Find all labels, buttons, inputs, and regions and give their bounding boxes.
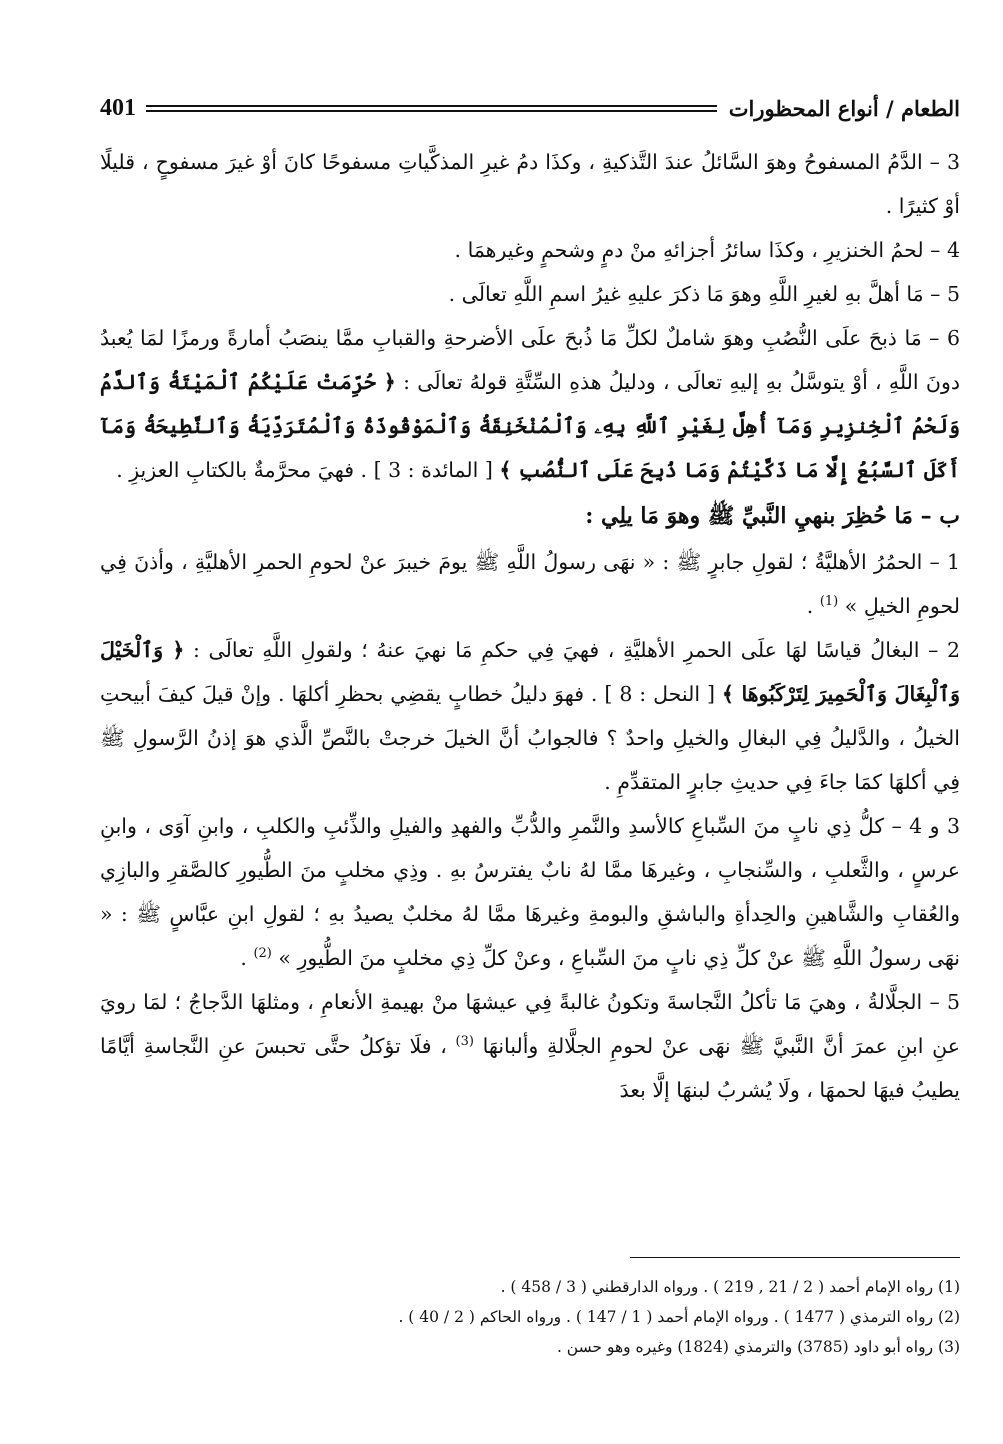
footnote-ref-1[interactable]: (1) bbox=[819, 594, 839, 610]
footnotes bbox=[100, 1272, 960, 1362]
book-page bbox=[100, 88, 960, 1388]
footnote-1: (1) رواه الإمام أحمد ( 2 / 21 , 219 ) . ورواه الدارقطني ( 3 / 458 ) . bbox=[500, 1278, 960, 1296]
footnote-separator bbox=[630, 1257, 960, 1258]
running-title: الطعام / أنواع المحظورات bbox=[728, 95, 960, 121]
paragraph-pork: 4 – لحمُ الخنزيرِ ، وكذَا سائرُ أجزائهِ منْ دمٍ وشحمٍ وغيرهمَا . bbox=[454, 238, 960, 262]
section-heading: ب – مَا حُظِرَ بنهيِ النَّبيِّ ﷺ وهوَ مَا يلِي : bbox=[585, 503, 960, 529]
paragraph-donkeys-end: . bbox=[806, 594, 814, 618]
paragraph-donkeys-text: 1 – الحمُرُ الأهليَّةُ ؛ لقولِ جابرٍ ﷺ : « نهَى رسولُ اللَّهِ ﷺ يومَ خيبرَ عنْ لحومِ الحمرِ الأهليَّةِ ، وأذنَ فِي لحومِ الخيلِ » bbox=[100, 550, 960, 618]
paragraph-jallala-rest: ، فلَا تؤكلُ حتَّى تحبسَ عنِ النَّجاسةِ أيَّامًا يطيبُ فيهَا لحمهَا ، ولَا يُشربُ لبنهَا إلَّا بعدَ bbox=[100, 1034, 960, 1102]
main-text bbox=[100, 140, 960, 1112]
footnote-2: (2) رواه الترمذي ( 1477 ) . ورواه الإمام أحمد ( 1 / 147 ) . ورواه الحاكم ( 2 / 40 ) . bbox=[398, 1308, 960, 1326]
paragraph-altars bbox=[100, 316, 960, 492]
paragraph-other-than-god: 5 – مَا أهلَّ بهِ لغيرِ اللَّهِ وهوَ مَا ذكرَ عليهِ غيرُ اسمِ اللَّهِ تعالَى . bbox=[448, 282, 960, 306]
paragraph-predators-end: . bbox=[240, 946, 247, 970]
page-number: 401 bbox=[100, 94, 136, 121]
paragraph-jallala-text: 5 – الجلَّالةُ ، وهيَ مَا تأكلُ النَّجاسةَ وتكونُ غالبةً فِي عيشهَا منْ بهيمةِ الأنعامِ ، ومثلهَا الدَّجاجُ ؛ لمَا رويَ عنِ ابنِ عمرَ أنَّ النَّبيَّ ﷺ نهَى عنْ لحومِ الجلَّالةِ وألبانهَا bbox=[100, 990, 960, 1058]
quran-verse-nahl: ﴿ وَٱلْخَيْلَ وَٱلْبِغَالَ وَٱلْحَمِيرَ لِتَرْكَبُوهَا ﴾ bbox=[100, 638, 961, 706]
paragraph-altars-citation: [ المائدة : 3 ] . فهيَ محرَّمةٌ بالكتابِ العزيزِ . bbox=[116, 458, 493, 482]
paragraph-predators-text: 3 و 4 – كلُّ ذِي نابٍ منَ السِّباعِ كالأسدِ والنَّمرِ والدُّبِّ والفهدِ والفيلِ والذِّئبِ والكلبِ ، وابنِ آوَى ، وابنِ عرسٍ ، والثَّعلبِ ، والسِّنجابِ ، وغيرهَا ممَّا لهُ نابٌ يفترسُ بهِ . وذِي مخلبٍ منَ الطُّيورِ كالصَّقرِ والبازِي والعُقابِ والشَّاهينِ والحِدأةِ والباشقِ والبومةِ وغيرهَا ممَّا لهُ مخلبٌ يصيدُ بهِ ؛ لقولِ ابنِ عبَّاسٍ ﷺ : « نهَى رسولُ اللَّهِ ﷺ عنْ كلِّ ذِي نابٍ منَ السِّباعِ ، وعنْ كلِّ ذِي مخلبٍ منَ الطُّيورِ » bbox=[100, 814, 960, 970]
paragraph-mules-text: 2 – البغالُ قياسًا لهَا علَى الحمرِ الأهليَّةِ ، فهيَ فِي حكمِ مَا نهيَ عنهُ ؛ ولقولِ اللَّهِ تعالَى : bbox=[192, 638, 960, 662]
quran-verse-maidah: ﴿ حُرِّمَتْ عَلَيْكُمُ ٱلْمَيْتَةُ وَٱلدَّمُ وَلَحْمُ ٱلْخِنزِيرِ وَمَآ أُهِلَّ لِغَيْرِ ٱللَّهِ بِهِۦ وَٱلْمُنْخَنِقَةُ وَٱلْمَوْقُوذَةُ وَٱلْمُتَرَدِّيَةُ وَٱلنَّطِيحَةُ وَمَآ أَكَلَ ٱلسَّبُعُ إِلَّا مَا ذَكَّيْتُمْ وَمَا ذُبِحَ عَلَى ٱلنُّصُبِ ﴾ bbox=[100, 370, 960, 482]
footnote-ref-2[interactable]: (2) bbox=[253, 946, 272, 962]
paragraph-predators bbox=[100, 804, 960, 980]
paragraph-jallala bbox=[100, 980, 960, 1112]
paragraph-mules bbox=[100, 628, 960, 804]
footnote-ref-3[interactable]: (3) bbox=[455, 1034, 474, 1050]
paragraph-blood: 3 – الدَّمُ المسفوحُ وهوَ السَّائلُ عندَ التَّذكيةِ ، وكذَا دمُ غيرِ المذكَّياتِ مسفوحًا كانَ أوْ غيرَ مسفوحٍ ، قليلًا أوْ كثيرًا . bbox=[100, 150, 960, 218]
paragraph-altars-text: 6 – مَا ذبحَ علَى النُّصُبِ وهوَ شاملٌ لكلِّ مَا ذُبحَ علَى الأضرحةِ والقبابِ ممَّا ينصَبُ أمارةً ورمزًا لمَا يُعبدُ دونَ اللَّهِ ، أوْ يتوسَّلُ بهِ إليهِ تعالَى ، ودليلُ هذهِ السِّتَّةِ قولهُ تعالَى : bbox=[100, 326, 960, 394]
paragraph-mules-rest: [ النحل : 8 ] . فهوَ دليلُ خطابٍ يقضِي بحظرِ أكلهَا . وإنْ قيلَ كيفَ أبيحتِ الخيلُ ، والدَّليلُ فِي البغالِ والخيلِ واحدٌ ؟ فالجوابُ أنَّ الخيلَ خرجتْ بالنَّصِّ الَّذي هوَ إذنُ الرَّسولِ ﷺ فِي أكلهَا كمَا جاءَ فِي حديثِ جابرٍ المتقدِّمِ . bbox=[100, 682, 960, 794]
footnote-3: (3) رواه أبو داود (3785) والترمذي (1824) وغيره وهو حسن . bbox=[556, 1338, 960, 1356]
header-rule bbox=[146, 105, 717, 112]
paragraph-donkeys bbox=[100, 540, 960, 628]
page-header bbox=[100, 88, 960, 128]
